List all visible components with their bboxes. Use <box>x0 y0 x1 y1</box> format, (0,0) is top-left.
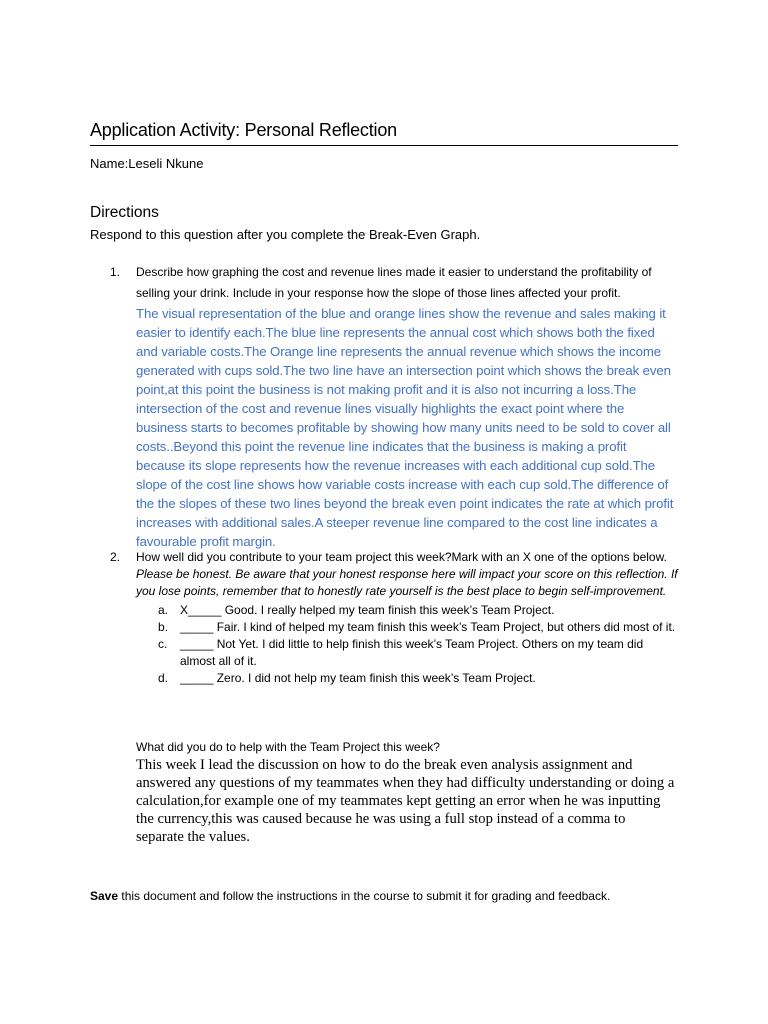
question-prompt-text: How well did you contribute to your team project this week?Mark with an X one of the options below. <box>136 550 667 564</box>
option-c <box>136 636 678 670</box>
question-number: 1. <box>110 265 121 279</box>
option-letter: a. <box>158 603 169 617</box>
option-d <box>136 670 678 687</box>
save-bold: Save <box>90 889 119 903</box>
save-rest: this document and follow the instructions in the course to submit it for grading and feedback. <box>118 889 611 903</box>
question-prompt: Describe how graphing the cost and revenue lines made it easier to understand the profitability of selling your drink. Include in your response how the slope of those lines affected your profit. <box>136 265 652 300</box>
question-1 <box>110 262 678 551</box>
option-letter: b. <box>158 620 169 634</box>
option-a <box>136 602 678 619</box>
save-instruction <box>90 889 610 903</box>
document-title: Application Activity: Personal Reflection <box>90 120 678 146</box>
name-line: Name:Leseli Nkune <box>90 156 204 171</box>
question-number: 2. <box>110 550 121 564</box>
option-letter: d. <box>158 671 169 685</box>
option-text: _____ Fair. I kind of helped my team finish this week’s Team Project, but others did most of it. <box>180 620 676 634</box>
question-answer: The visual representation of the blue and orange lines show the revenue and sales making it easier to identify each.The blue line represents the annual cost which shows both the fixed and variable costs.The Orange line represents the annual revenue which shows the income generated with cups sold.The two line have an intersection point which shows the break even point,at this point the business is not making profit and it is also not incurring a loss.The intersection of the cost and revenue lines visually highlights the exact point where the business starts to becomes profitable by showing how many units need to be sold to cover all costs..Beyond this point the revenue line indicates that the business is making a profit because its slope represents how the revenue increases with each additional cup sold.The slope of the cost line shows how variable costs increase with each cup sold.The difference of the the slopes of these two lines beyond the break even point indicates the rate at which profit increases with additional sales.A steeper revenue line compared to the cost line indicates a favourable profit margin. <box>136 306 674 549</box>
directions-heading: Directions <box>90 204 159 221</box>
question-prompt <box>136 549 678 600</box>
question-prompt-italic: Please be honest. Be aware that your honest response here will impact your score on this reflection. If you lose points, remember that to honestly rate yourself is the best place to begin self-improvement. <box>136 567 678 598</box>
option-letter: c. <box>158 637 168 651</box>
option-text: X_____ Good. I really helped my team finish this week’s Team Project. <box>180 603 555 617</box>
option-b <box>136 619 678 636</box>
followup-question: What did you do to help with the Team Project this week? <box>136 740 440 754</box>
option-text: _____ Zero. I did not help my team finish this week’s Team Project. <box>180 671 536 685</box>
options-list <box>136 602 678 687</box>
followup-answer: This week I lead the discussion on how to do the break even analysis assignment and answered any questions of my teammates when they had difficulty understanding or doing a calculation,for example one of my teammates kept getting an error when he was inputting the currency,this was caused because he was using a full stop instead of a comma to separate the values. <box>136 757 675 845</box>
option-text: _____ Not Yet. I did little to help finish this week’s Team Project. Others on my team did almost all of it. <box>180 637 644 668</box>
directions-text: Respond to this question after you complete the Break-Even Graph. <box>90 227 481 242</box>
question-2 <box>110 549 678 687</box>
